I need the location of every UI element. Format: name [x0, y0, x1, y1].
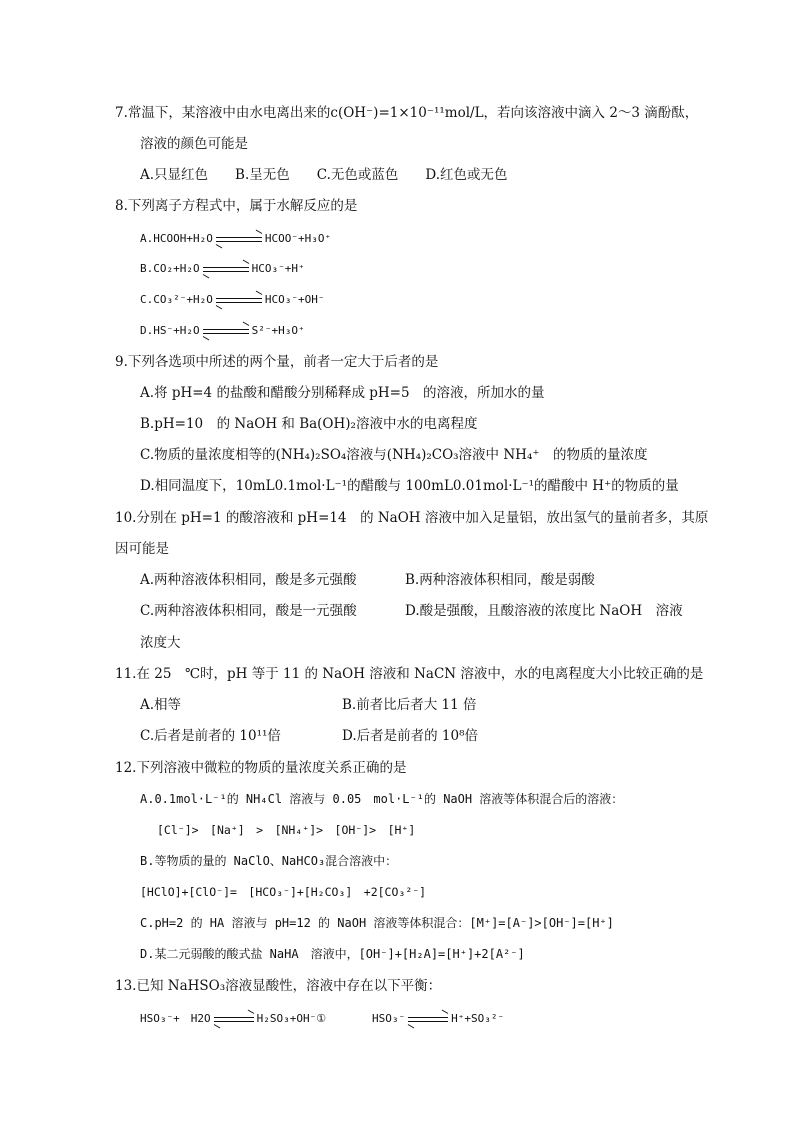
q12-option-b: B.等物质的量的 NaClO、NaHCO₃混合溶液中： — [140, 854, 398, 868]
q8-option-d — [140, 322, 305, 340]
q12-option-a-relation: [Cl⁻]> [Na⁺] > [NH₄⁺]> [OH⁻]> [H⁺] — [157, 823, 416, 837]
q13-eq2-right: H⁺+SO₃²⁻ — [451, 1012, 505, 1025]
equilibrium-arrow-icon — [216, 295, 262, 305]
q8-b-right: HCO₃⁻+H⁺ — [251, 262, 305, 275]
q9-option-a: A.将 pH=4 的盐酸和醋酸分别稀释成 pH=5 的溶液，所加水的量 — [140, 385, 545, 401]
q13-equilibrium-1 — [140, 1010, 326, 1028]
q13-equilibrium-2 — [372, 1010, 504, 1028]
q11-option-c: C.后者是前者的 10¹¹倍 — [140, 728, 281, 744]
q8-c-right: HCO₃⁻+OH⁻ — [264, 293, 325, 306]
q8-b-left: B.CO₂+H₂O — [140, 262, 200, 275]
q7-stem: 7.常温下，某溶液中由水电离出来的c(OH⁻)=1×10⁻¹¹mol/L，若向该溶液中滴入 2～3 滴酚酞， — [115, 105, 699, 121]
q9-option-b: B.pH=10 的 NaOH 和 Ba(OH)₂溶液中水的电离程度 — [140, 416, 478, 432]
q11-option-a: A.相等 — [140, 697, 182, 713]
q8-stem: 8.下列离子方程式中，属于水解反应的是 — [115, 198, 358, 214]
q9-option-d: D.相同温度下，10mL0.1mol·L⁻¹的醋酸与 100mL0.01mol·L⁻¹的醋酸中 H⁺的物质的量 — [140, 478, 679, 494]
q10-option-c: C.两种溶液体积相同，酸是一元强酸 — [140, 603, 357, 619]
q13-eq2-left: HSO₃⁻ — [372, 1012, 406, 1025]
q13-eq1-left: HSO₃⁻+ H2O — [140, 1012, 211, 1025]
q8-c-left: C.CO₃²⁻+H₂O — [140, 293, 213, 306]
q12-option-d: D.某二元弱酸的酸式盐 NaHA 溶液中，[OH⁻]+[H₂A]=[H⁺]+2[A²⁻] — [140, 947, 525, 961]
q10-stem-cont: 因可能是 — [115, 541, 169, 557]
q12-option-a: A.0.1mol·L⁻¹的 NH₄Cl 溶液与 0.05 mol·L⁻¹的 NaOH 溶液等体积混合后的溶液： — [140, 792, 624, 806]
q11-option-d: D.后者是前者的 10⁸倍 — [342, 728, 479, 744]
q10-option-d: D.酸是强酸，且酸溶液的浓度比 NaOH 溶液 — [405, 603, 683, 619]
equilibrium-arrow-icon — [203, 264, 249, 274]
q8-option-a — [140, 230, 331, 248]
q11-option-b: B.前者比后者大 11 倍 — [342, 697, 477, 713]
q9-option-c: C.物质的量浓度相等的(NH₄)₂SO₄溶液与(NH₄)₂CO₃溶液中 NH₄⁺ 的物质的量浓度 — [140, 447, 648, 463]
equilibrium-arrow-icon — [203, 326, 249, 336]
q12-option-b-relation: [HClO]+[ClO⁻]= [HCO₃⁻]+[H₂CO₃] +2[CO₃²⁻] — [140, 885, 427, 899]
q8-option-c — [140, 291, 324, 309]
q10-option-d-cont: 浓度大 — [140, 635, 181, 651]
q10-stem: 10.分别在 pH=1 的酸溶液和 pH=14 的 NaOH 溶液中加入足量铝，放出氢气的量前者多，其原 — [115, 510, 709, 526]
q8-d-left: D.HS⁻+H₂O — [140, 324, 200, 337]
q11-stem: 11.在 25 ℃时，pH 等于 11 的 NaOH 溶液和 NaCN 溶液中，水的电离程度大小比较正确的是 — [115, 666, 704, 682]
q8-option-b — [140, 260, 305, 278]
q10-option-a: A.两种溶液体积相同，酸是多元强酸 — [140, 572, 357, 588]
q12-option-c: C.pH=2 的 HA 溶液与 pH=12 的 NaOH 溶液等体积混合：[M⁺]=[A⁻]>[OH⁻]=[H⁺] — [140, 916, 614, 930]
q13-stem: 13.已知 NaHSO₃溶液显酸性，溶液中存在以下平衡： — [115, 978, 442, 994]
equilibrium-arrow-icon — [214, 1014, 254, 1024]
q8-a-right: HCOO⁻+H₃O⁺ — [264, 232, 332, 245]
q7-options: A.只显红色 B.呈无色 C.无色或蓝色 D.红色或无色 — [140, 167, 508, 183]
equilibrium-arrow-icon — [216, 234, 262, 244]
q8-d-right: S²⁻+H₃O⁺ — [251, 324, 305, 337]
q7-stem-cont: 溶液的颜色可能是 — [140, 136, 248, 152]
q9-stem: 9.下列各选项中所述的两个量，前者一定大于后者的是 — [115, 354, 439, 370]
q13-eq1-right: H₂SO₃+OH⁻① — [256, 1012, 327, 1025]
q12-stem: 12.下列溶液中微粒的物质的量浓度关系正确的是 — [115, 760, 407, 776]
q8-a-left: A.HCOOH+H₂O — [140, 232, 213, 245]
q10-option-b: B.两种溶液体积相同，酸是弱酸 — [405, 572, 595, 588]
equilibrium-arrow-icon — [408, 1014, 448, 1024]
